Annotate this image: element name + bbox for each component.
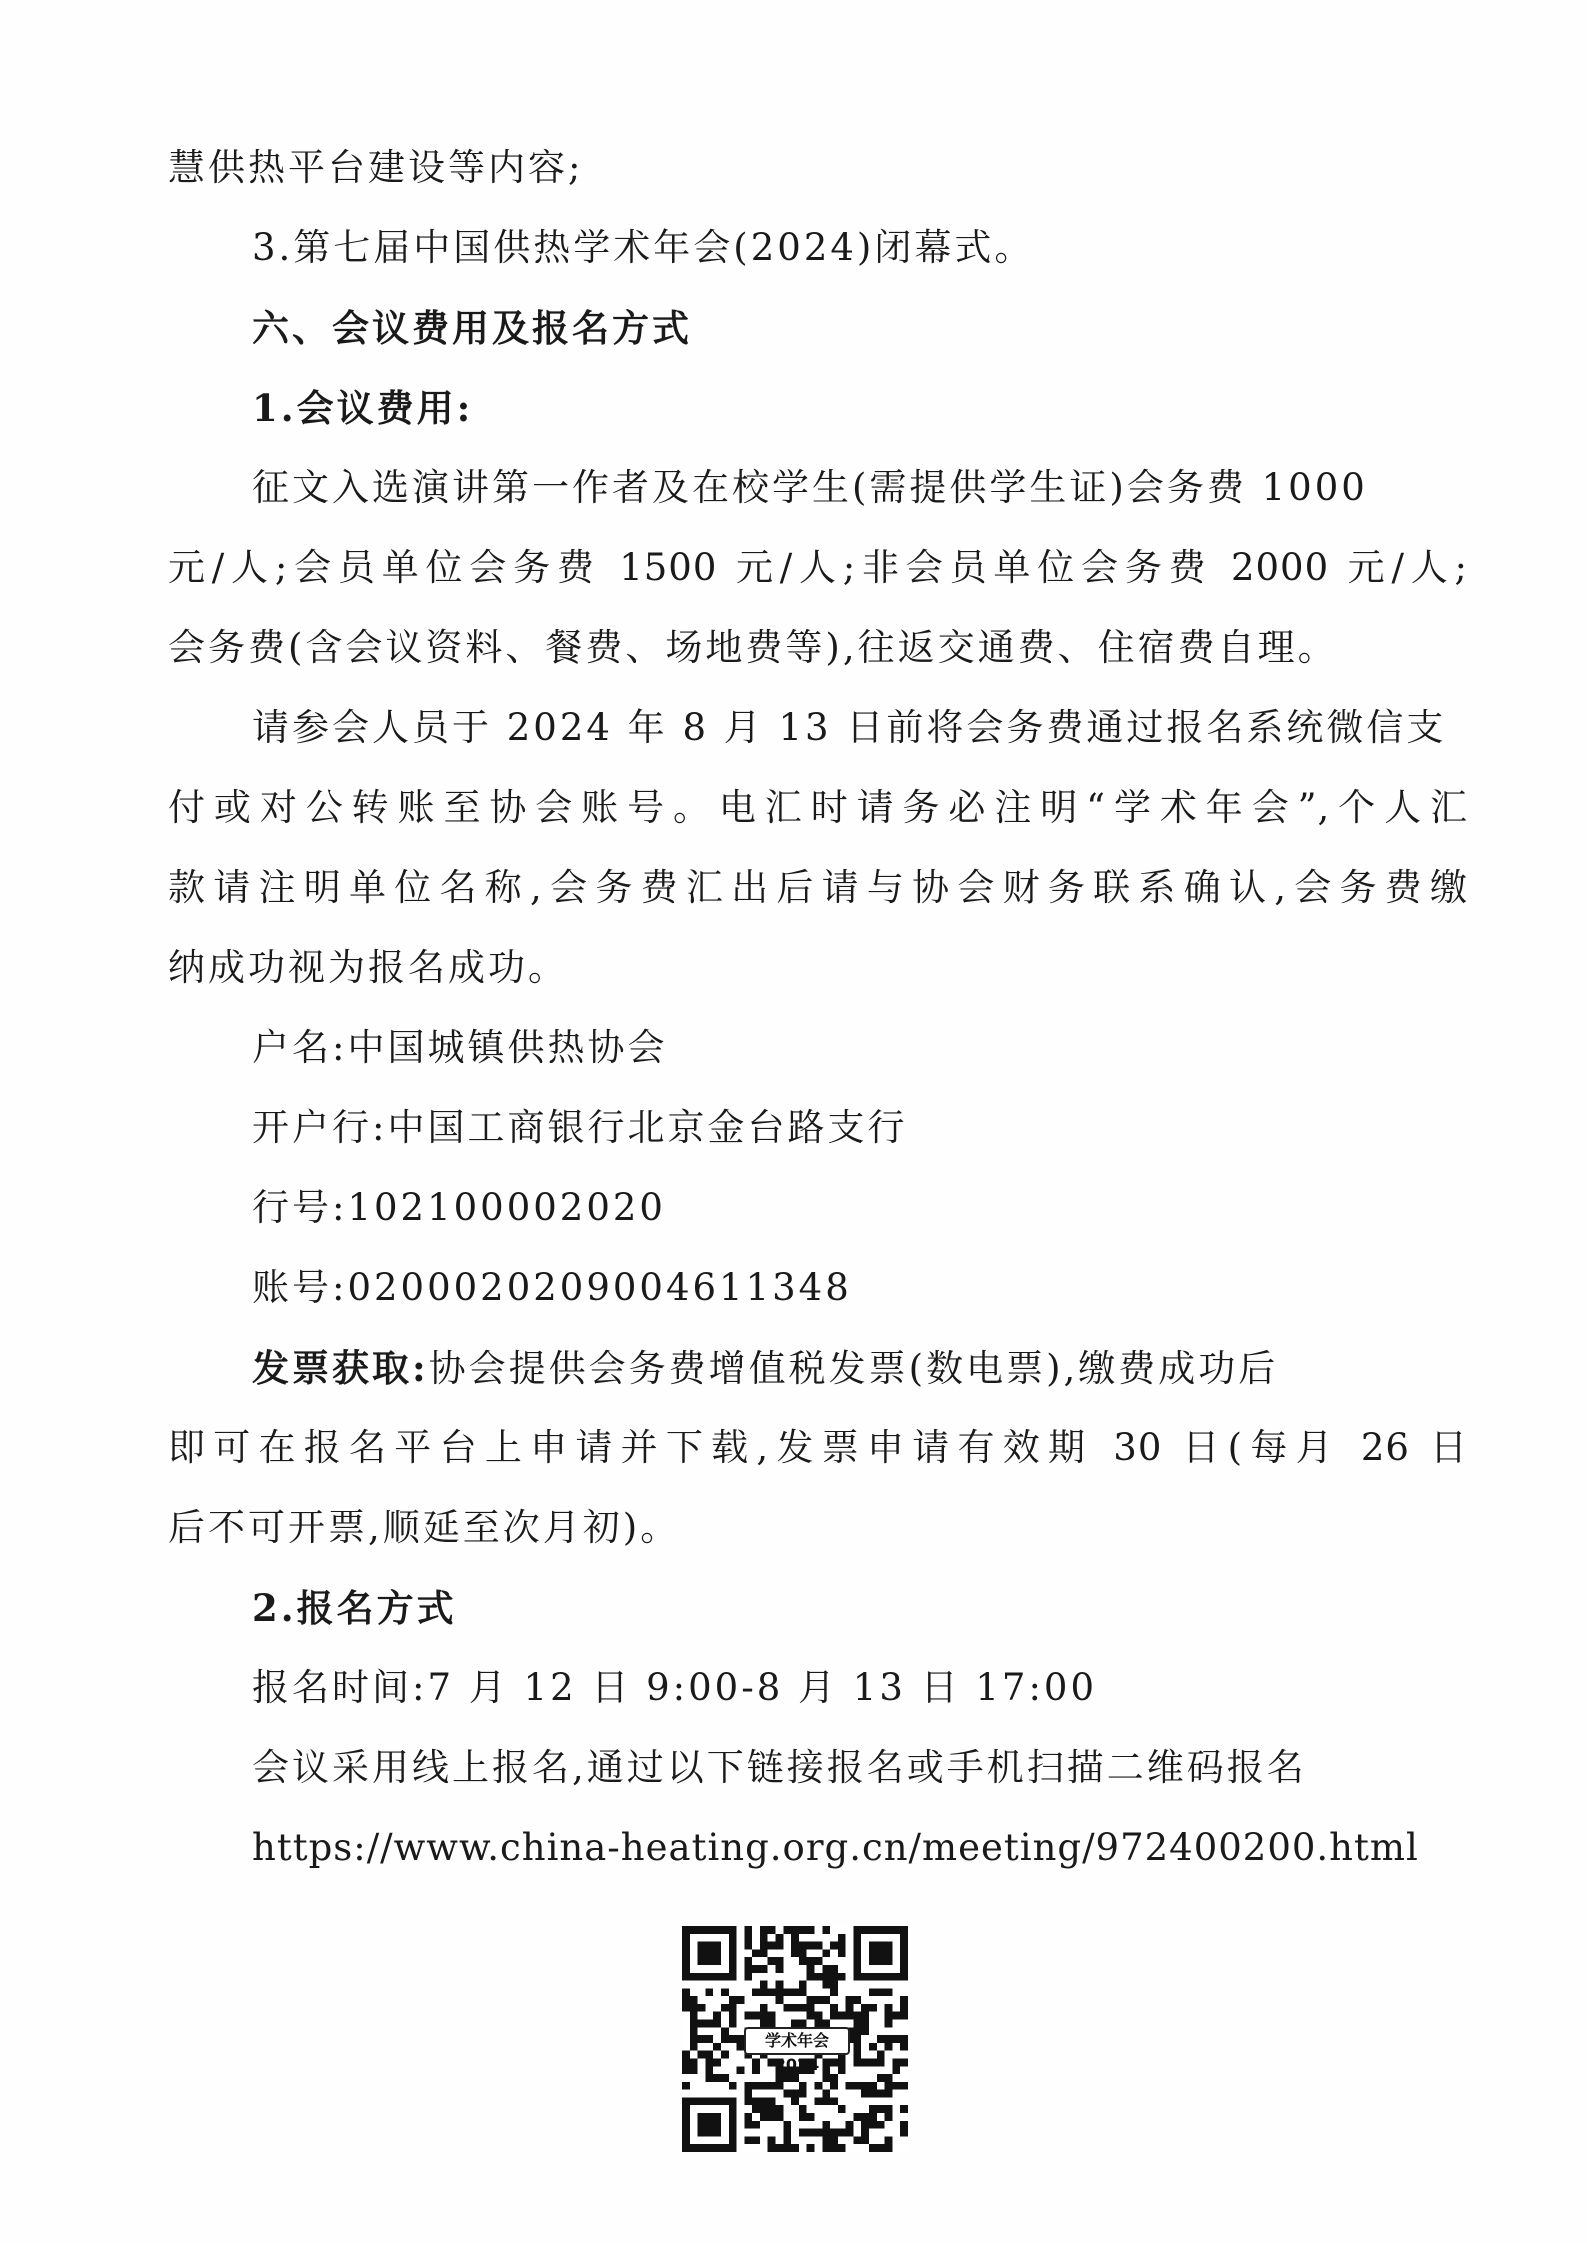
registration-link[interactable]: https://www.china-heating.org.cn/meeting/972400200.html bbox=[252, 1826, 1419, 1869]
account-number: 账号:0200020209004611348 bbox=[252, 1266, 852, 1309]
section-heading-fees-registration: 六、会议费用及报名方式 bbox=[252, 306, 692, 350]
subheading-registration-method: 2.报名方式 bbox=[252, 1586, 457, 1630]
qr-center-label: 学术年会2024 bbox=[744, 2027, 850, 2055]
account-bank: 开户行:中国工商银行北京金台路支行 bbox=[252, 1106, 908, 1149]
registration-time: 报名时间:7 月 12 日 9:00-8 月 13 日 17:00 bbox=[252, 1666, 1098, 1709]
paragraph-line: 慧供热平台建设等内容; bbox=[168, 146, 584, 189]
invoice-paragraph-line bbox=[168, 1328, 1468, 1408]
agenda-item-closing: 3.第七届中国供热学术年会(2024)闭幕式。 bbox=[252, 226, 1035, 269]
fee-paragraph-line: 征文入选演讲第一作者及在校学生(需提供学生证)会务费 1000 bbox=[252, 466, 1368, 509]
fee-paragraph-line: 元/人;会员单位会务费 1500 元/人;非会员单位会务费 2000 元/人; bbox=[168, 546, 1468, 589]
subheading-meeting-fees: 1.会议费用: bbox=[252, 386, 474, 430]
registration-qr-code[interactable] bbox=[682, 1926, 908, 2152]
document-body bbox=[168, 128, 1468, 1888]
payment-paragraph-line: 付或对公转账至协会账号。电汇时请务必注明“学术年会”,个人汇 bbox=[168, 786, 1468, 829]
invoice-paragraph-line: 即可在报名平台上申请并下载,发票申请有效期 30 日(每月 26 日 bbox=[168, 1426, 1468, 1469]
fee-paragraph-line: 会务费(含会议资料、餐费、场地费等),往返交通费、住宿费自理。 bbox=[168, 626, 1338, 669]
payment-paragraph-line: 纳成功视为报名成功。 bbox=[168, 946, 568, 989]
invoice-paragraph-line: 后不可开票,顺延至次月初)。 bbox=[168, 1506, 681, 1549]
bank-code: 行号:102100002020 bbox=[252, 1186, 666, 1229]
payment-paragraph-line: 请参会人员于 2024 年 8 月 13 日前将会务费通过报名系统微信支 bbox=[252, 706, 1447, 749]
payment-paragraph-line: 款请注明单位名称,会务费汇出后请与协会财务联系确认,会务费缴 bbox=[168, 866, 1468, 909]
invoice-text: 协会提供会务费增值税发票(数电票),缴费成功后 bbox=[428, 1347, 1279, 1390]
registration-instructions: 会议采用线上报名,通过以下链接报名或手机扫描二维码报名 bbox=[252, 1746, 1307, 1789]
account-name: 户名:中国城镇供热协会 bbox=[252, 1026, 668, 1069]
invoice-label: 发票获取: bbox=[252, 1346, 429, 1390]
